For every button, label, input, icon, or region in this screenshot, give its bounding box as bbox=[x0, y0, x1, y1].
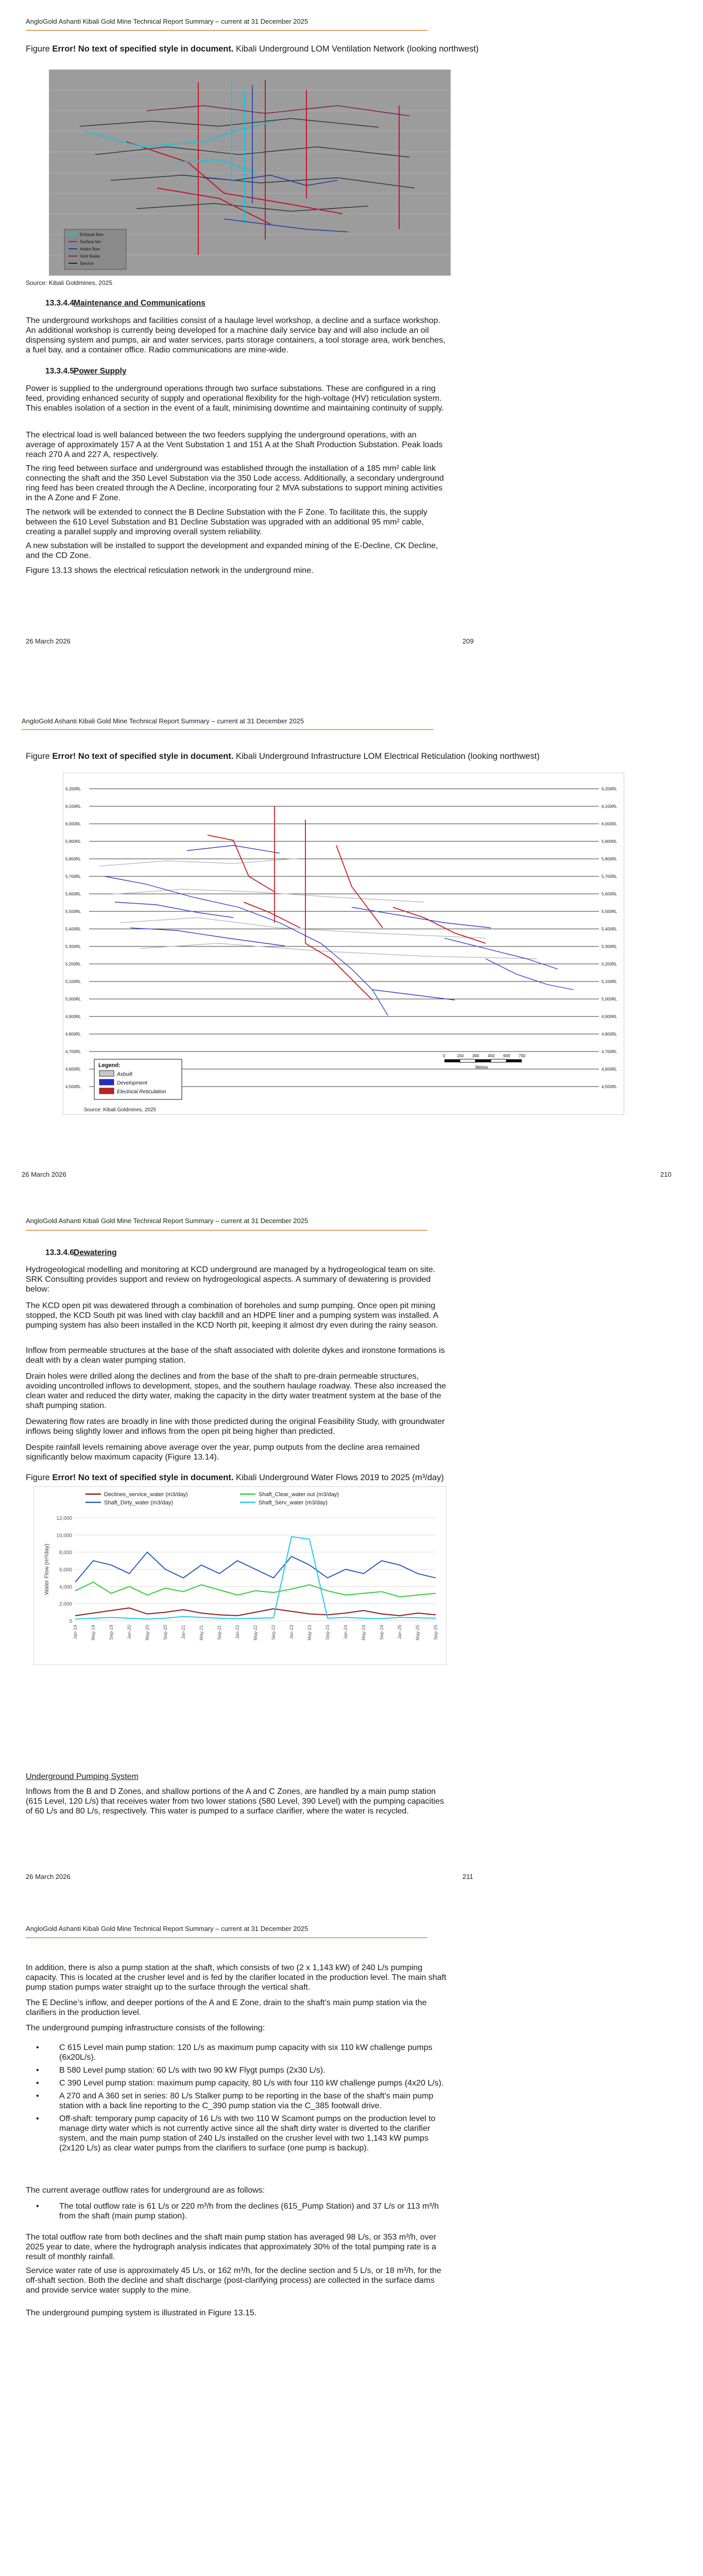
elevation-label: 5,300RL bbox=[602, 944, 618, 949]
elevation-label: 4,600RL bbox=[602, 1067, 618, 1072]
legend-item: Asbuilt bbox=[117, 1072, 133, 1077]
dewatering-paragraph: Hydrogeological modelling and monitoring at KCD underground are managed by a hydrogeological team on site. SRK Consulting provides support and review on hydrogeological aspects. A summary of dewatering is provided below: bbox=[26, 1265, 436, 1294]
pump-station-paragraph: In addition, there is also a pump station at the shaft, which consists of two (2 x 1,143 kW) of 240 L/s pumping capacity. This is located at the crusher level and is fed by the clarifier located in the production level. The main shaft pump station pumps water straight up to the surface through the vertical shaft. bbox=[26, 1963, 447, 1992]
dewatering-paragraph: Inflow from permeable structures at the base of the shaft associated with dolerite dykes and ironstone formations is dealt with by a clean water pumping station. bbox=[26, 1346, 445, 1365]
scale-tick: 0 bbox=[443, 1054, 445, 1058]
x-tick-label: Jan-19 bbox=[73, 1625, 78, 1639]
pump-station-paragraph: The underground pumping infrastructure consists of the following: bbox=[26, 2024, 265, 2032]
x-tick-label: May-25 bbox=[415, 1625, 420, 1641]
page-footer-date: 26 March 2026 bbox=[22, 1171, 66, 1178]
elevation-label: 5,600RL bbox=[602, 892, 618, 896]
scale-unit: Metres bbox=[475, 1065, 488, 1070]
page-number: 210 bbox=[660, 1171, 672, 1178]
elevation-label: 4,900RL bbox=[602, 1014, 618, 1019]
elevation-label: 4,700RL bbox=[65, 1049, 81, 1054]
x-tick-label: May-21 bbox=[199, 1625, 204, 1641]
elevation-label: 5,300RL bbox=[65, 944, 81, 949]
elevation-label: 6,100RL bbox=[602, 804, 618, 809]
legend-title: Legend: bbox=[98, 1062, 121, 1069]
vent-legend-item: Exhaust flow bbox=[80, 232, 104, 237]
x-tick-label: May-22 bbox=[253, 1625, 258, 1641]
vent-legend-item: Vent Raise bbox=[80, 254, 100, 259]
page-header: AngloGold Ashanti Kibali Gold Mine Technical Report Summary – current at 31 December 2025 bbox=[26, 1217, 308, 1225]
elevation-label: 4,700RL bbox=[602, 1049, 618, 1054]
vent-legend-item: Surface fan bbox=[80, 240, 101, 244]
elevation-label: 6,000RL bbox=[602, 822, 618, 826]
elevation-label: 5,900RL bbox=[65, 839, 81, 844]
page-header: AngloGold Ashanti Kibali Gold Mine Technical Report Summary – current at 31 December 2025 bbox=[26, 1925, 308, 1933]
header-rule bbox=[26, 1937, 427, 1938]
figure-source: Source: Kibali Goldmines, 2025 bbox=[26, 279, 113, 286]
x-tick-label: Jan-25 bbox=[397, 1625, 402, 1639]
power-paragraph: A new substation will be installed to support the development and expanded mining of the E-Decline, CK Decline, and the CD Zone. bbox=[26, 541, 438, 560]
elevation-label: 5,500RL bbox=[602, 909, 618, 914]
scale-tick: 300 bbox=[472, 1054, 479, 1058]
y-tick-label: 4,000 bbox=[59, 1584, 72, 1590]
elevation-label: 5,100RL bbox=[602, 979, 618, 984]
x-tick-label: May-24 bbox=[361, 1625, 366, 1641]
page-footer-date: 26 March 2026 bbox=[26, 1873, 71, 1880]
pumping-paragraph: Inflows from the B and D Zones, and shallow portions of the A and C Zones, are handled by a main pump station (615 Level, 120 L/s) that receives water from two lower stations (580 Level, 390 Level) with the pumping capacities of 60 L/s and 80 L/s, respectively. This water is pumped to a surface clarifier, where the water is recycled. bbox=[26, 1787, 444, 1816]
page-number: 211 bbox=[462, 1873, 473, 1880]
list-item: • Off-shaft: temporary pump capacity of 16 L/s with two 110 W Scamont pumps on the production level to manage dirty water which is not currently active since all the shaft dirty water is diverted to the clarifier system, and the main pump station of 240 L/s installed on the crusher level with two 1,143 kW pumps (2x120 L/s) as clear water pumps from the clarifiers to surface (one pump is backup). bbox=[59, 2114, 448, 2153]
page-footer-date: 26 March 2026 bbox=[26, 637, 71, 645]
y-tick-label: 8,000 bbox=[59, 1550, 72, 1556]
legend-item: Electrical Reticulation bbox=[117, 1089, 166, 1095]
x-tick-label: Jan-20 bbox=[127, 1625, 132, 1639]
figure-source: Source: Kibali Goldmines, 2025 bbox=[84, 1107, 157, 1113]
dewatering-paragraph: Drain holes were drilled along the declines and from the base of the shaft to pre-drain permeable structures, avoiding uncontrolled inflows to development, stopes, and the southern haulage roadway. These also increased the clean water and reduced the dirty water, making the capacity in the dirty water treatment system at the base of the shaft pumping station. bbox=[26, 1372, 446, 1410]
scale-tick: 600 bbox=[503, 1054, 510, 1058]
page-header: AngloGold Ashanti Kibali Gold Mine Technical Report Summary – current at 31 December 2025 bbox=[26, 18, 308, 25]
page-number: 209 bbox=[462, 637, 474, 645]
elevation-label: 5,000RL bbox=[65, 997, 81, 1002]
list-item: • C 390 Level pump station: maximum pump capacity, 80 L/s with four 110 kW challenge pumps (4x20 L/s). bbox=[59, 2078, 448, 2088]
list-item: • The total outflow rate is 61 L/s or 220 m³/h from the declines (615_Pump Station) and 37 L/s or 113 m³/h from the shaft (main pump station). bbox=[59, 2201, 448, 2221]
page-header: AngloGold Ashanti Kibali Gold Mine Technical Report Summary – current at 31 December 2025 bbox=[22, 717, 304, 725]
legend-label: Shaft_Clear_water out (m3/day) bbox=[259, 1492, 339, 1498]
figure-caption-ventilation: Figure Error! No text of specified style in document. Kibali Underground LOM Ventilation Network (looking northwest) bbox=[26, 44, 479, 54]
x-tick-label: Jan-24 bbox=[343, 1625, 348, 1639]
elevation-label: 5,900RL bbox=[602, 839, 618, 844]
elevation-label: 5,000RL bbox=[602, 997, 618, 1002]
section-heading-power: 13.3.4.5Power Supply bbox=[45, 367, 127, 376]
vent-legend-item: Service bbox=[80, 261, 94, 266]
power-paragraph: Figure 13.13 shows the electrical reticulation network in the underground mine. bbox=[26, 566, 314, 575]
infrastructure-bullet-list bbox=[26, 2043, 448, 2156]
scale-tick: 750 bbox=[519, 1054, 526, 1058]
x-tick-label: Sep-24 bbox=[379, 1625, 384, 1640]
legend-item: Development bbox=[117, 1080, 147, 1086]
power-paragraph: Power is supplied to the underground operations through two surface substations. These are configured in a ring feed, providing enhanced security of supply and operational flexibility for the high-voltage (HV) reticulation system. This enables isolation of a section in the event of a fault, minimising downtime and maintaining continuity of supply. bbox=[26, 384, 444, 413]
elevation-label: 6,000RL bbox=[65, 822, 81, 826]
outflow-paragraph: The total outflow rate from both declines and the shaft main pump station has averaged 98 L/s, or 353 m³/h, over 2025 year to date, where the hydrograph analysis indicates that approximately 30% of the total pumping rate is a result of monthly rainfall. bbox=[26, 2233, 436, 2261]
x-tick-label: Sep-25 bbox=[433, 1625, 438, 1640]
x-tick-label: Sep-20 bbox=[163, 1625, 168, 1640]
x-tick-label: May-23 bbox=[307, 1625, 312, 1641]
x-tick-label: Sep-19 bbox=[109, 1625, 114, 1640]
maintenance-paragraph: The underground workshops and facilities consist of a haulage level workshop, a decline and a surface workshop. An additional workshop is currently being developed for a machine daily service bay and will also include an oil dispensing system and pumps, air and water services, parts storage containers, a tool storage area, work benches, a fuel bay, and a container office. Radio communications are mine-wide. bbox=[26, 316, 445, 354]
vent-legend-item: Intake flow bbox=[80, 247, 100, 251]
y-axis-label: Water Flow (m³/day) bbox=[44, 1544, 50, 1595]
elevation-label: 5,400RL bbox=[602, 927, 618, 931]
y-tick-label: 0 bbox=[69, 1619, 72, 1624]
figure-caption-water-flows: Figure Error! No text of specified style in document. Kibali Underground Water Flows 2019 to 2025 (m³/day) bbox=[26, 1473, 444, 1482]
power-paragraph: The ring feed between surface and underground was established through the installation of a 185 mm² cable link connecting the shaft and the 350 Level Substation via the 350 Lode access. Additionally, a secondary underground ring feed has been created through the A Decline, incorporating four 2 MVA substations to support mining activities in the A Zone and F Zone. bbox=[26, 464, 444, 502]
outflow-bullet-list bbox=[26, 2201, 448, 2224]
elevation-label: 4,500RL bbox=[602, 1084, 618, 1089]
x-tick-label: May-19 bbox=[91, 1625, 96, 1641]
x-tick-label: May-20 bbox=[145, 1625, 150, 1641]
outflow-intro: The current average outflow rates for underground are as follows: bbox=[26, 2186, 265, 2195]
power-paragraph: The network will be extended to connect the B Decline Substation with the F Zone. To facilitate this, the supply between the 610 Level Substation and B1 Decline Substation was upgraded with an additional 95 mm² cable, creating a parallel supply and improving overall system reliability. bbox=[26, 508, 427, 536]
x-tick-label: Jan-21 bbox=[181, 1625, 186, 1639]
scale-tick: 450 bbox=[488, 1054, 495, 1058]
pump-station-paragraph: The E Decline’s inflow, and deeper portions of the A and E Zone, drain to the shaft’s main pump station via the clarifiers in the production level. bbox=[26, 1998, 427, 2017]
elevation-label: 5,600RL bbox=[65, 892, 81, 896]
x-tick-label: Jan-22 bbox=[235, 1625, 240, 1639]
elevation-label: 5,200RL bbox=[65, 962, 81, 967]
x-tick-label: Jan-23 bbox=[289, 1625, 294, 1639]
section-heading-maintenance: 13.3.4.4Maintenance and Communications bbox=[45, 299, 205, 308]
elevation-label: 5,100RL bbox=[65, 979, 81, 984]
elevation-label: 6,100RL bbox=[65, 804, 81, 809]
outflow-paragraph: Service water rate of use is approximately 45 L/s, or 162 m³/h, for the decline section and 5 L/s, or 18 m³/h, for the off-shaft section. Both the decline and shaft discharge (post-clarifying process) are collected in the surface dams and provide service water supply to the mine. bbox=[26, 2266, 441, 2295]
elevation-label: 5,200RL bbox=[602, 962, 618, 967]
y-tick-label: 10,000 bbox=[56, 1533, 72, 1539]
power-paragraph: The electrical load is well balanced between the two feeders supplying the underground operations, with an average of approximately 157 A at the Vent Substation 1 and 151 A at the Shaft Production Substation. Peak loads reach 270 A and 227 A, respectively. bbox=[26, 431, 443, 459]
dewatering-paragraph: Despite rainfall levels remaining above average over the year, pump outputs from the decline area remained significantly below maximum capacity (Figure 13.14). bbox=[26, 1443, 420, 1462]
y-tick-label: 6,000 bbox=[59, 1567, 72, 1573]
x-tick-label: Sep-22 bbox=[271, 1625, 276, 1640]
elevation-label: 4,900RL bbox=[65, 1014, 81, 1019]
elevation-label: 5,700RL bbox=[65, 874, 81, 879]
elevation-label: 4,500RL bbox=[65, 1084, 81, 1089]
x-tick-label: Sep-21 bbox=[217, 1625, 222, 1640]
legend-label: Declines_service_water (m3/day) bbox=[104, 1492, 188, 1498]
elevation-label: 6,200RL bbox=[602, 787, 618, 791]
y-tick-label: 12,000 bbox=[56, 1516, 72, 1521]
y-tick-label: 2,000 bbox=[59, 1601, 72, 1607]
elevation-label: 5,400RL bbox=[65, 927, 81, 931]
outflow-paragraph: The underground pumping system is illustrated in Figure 13.15. bbox=[26, 2309, 257, 2317]
x-tick-label: Sep-23 bbox=[325, 1625, 330, 1640]
elevation-label: 5,800RL bbox=[602, 857, 618, 861]
list-item: • B 580 Level pump station: 60 L/s with two 90 kW Flygt pumps (2x30 L/s). bbox=[59, 2065, 448, 2075]
dewatering-paragraph: The KCD open pit was dewatered through a combination of boreholes and sump pumping. Once open pit mining stopped, the KCD South pit was lined with clay backfill and an HDPE liner and a pumping system was installed. A pumping system has also been installed in the KCD North pit, keeping it almost dry even during the rainy season. bbox=[26, 1301, 438, 1330]
elevation-label: 5,500RL bbox=[65, 909, 81, 914]
legend-label: Shaft_Dirty_water (m3/day) bbox=[104, 1500, 173, 1506]
elevation-label: 5,800RL bbox=[65, 857, 81, 861]
section-heading-dewatering: 13.3.4.6Dewatering bbox=[45, 1248, 117, 1257]
subsection-title-pumping: Underground Pumping System bbox=[26, 1772, 139, 1781]
list-item: • A 270 and A 360 set in series: 80 L/s Stalker pump to be reporting in the base of the shaft’s main pump station with a back line reporting to the C_390 pump station via the C_385 footwall drive. bbox=[59, 2091, 448, 2111]
elevation-label: 4,600RL bbox=[65, 1067, 81, 1072]
figure-caption-electrical: Figure Error! No text of specified style in document. Kibali Underground Infrastructure LOM Electrical Reticulation (looking northwest) bbox=[26, 752, 540, 761]
list-item: • C 615 Level main pump station: 120 L/s as maximum pump capacity with six 110 kW challenge pumps (6x20L/s). bbox=[59, 2043, 448, 2062]
elevation-label: 5,700RL bbox=[602, 874, 618, 879]
dewatering-paragraph: Dewatering flow rates are broadly in line with those predicted during the original Feasibility Study, with groundwater inflows being slightly lower and inflows from the open pit being higher than predicted. bbox=[26, 1417, 445, 1436]
scale-tick: 150 bbox=[457, 1054, 464, 1058]
elevation-label: 4,800RL bbox=[602, 1032, 618, 1037]
elevation-label: 6,200RL bbox=[65, 787, 81, 791]
elevation-label: 4,800RL bbox=[65, 1032, 81, 1037]
legend-label: Shaft_Serv_water (m3/day) bbox=[259, 1500, 328, 1506]
